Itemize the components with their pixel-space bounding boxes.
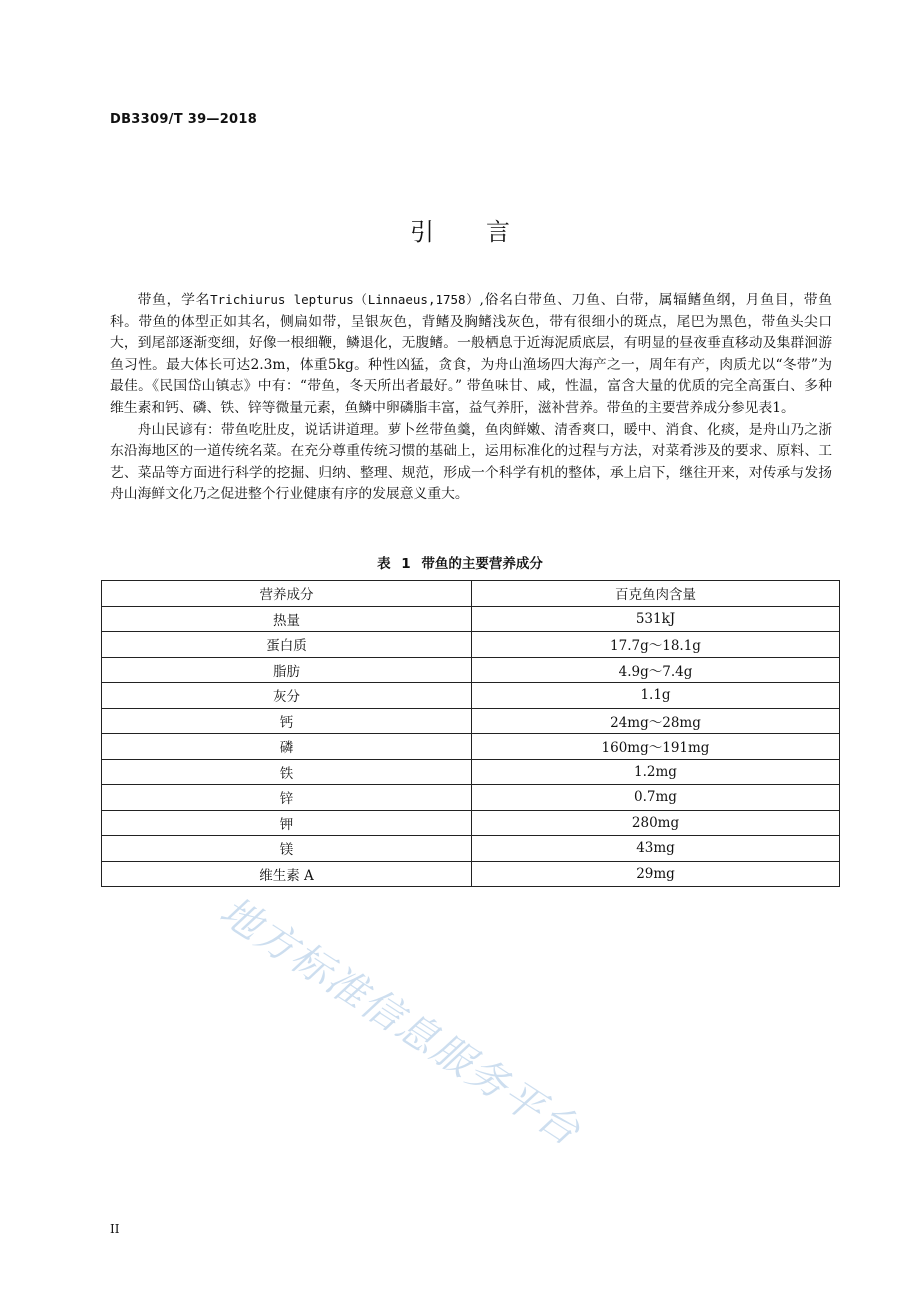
nutrient-value: 1.1g <box>472 683 840 709</box>
nutrient-value: 1.2mg <box>472 759 840 785</box>
table-header-row <box>102 581 840 607</box>
nutrient-name: 锌 <box>102 785 472 811</box>
nutrient-name: 灰分 <box>102 683 472 709</box>
scientific-name: Trichiurus lepturus（Linnaeus,1758） <box>210 292 480 307</box>
nutrient-name: 蛋白质 <box>102 632 472 658</box>
table-row <box>102 785 840 811</box>
nutrient-value: 4.9g～7.4g <box>472 657 840 683</box>
table-row <box>102 861 840 887</box>
nutrient-name: 钾 <box>102 810 472 836</box>
table-row <box>102 836 840 862</box>
nutrient-value: 29mg <box>472 861 840 887</box>
header-nutrient: 营养成分 <box>102 581 472 607</box>
nutrient-name: 磷 <box>102 734 472 760</box>
nutrient-value: 160mg～191mg <box>472 734 840 760</box>
paragraph-1 <box>110 289 832 420</box>
table-row <box>102 734 840 760</box>
nutrient-name: 维生素 A <box>102 861 472 887</box>
header-content: 百克鱼肉含量 <box>472 581 840 607</box>
body-text <box>110 289 832 506</box>
nutrient-name: 脂肪 <box>102 657 472 683</box>
paragraph-1-part-b: ,俗名白带鱼、刀鱼、白带，属辐鳍鱼纲，月鱼目，带鱼科。带鱼的体型正如其名，侧扁如带，呈银灰色，背鳍及胸鳍浅灰色，带有很细小的斑点，尾巴为黑色，带鱼头尖口大，到尾部逐渐变细，好像一根细鞭，鳞退化，无腹鳍。一般栖息于近海泥质底层，有明显的昼夜垂直移动及集群洄游鱼习性。最大体长可达2.3m，体重5kg。种性凶猛，贪食，为舟山渔场四大海产之一，周年有产，肉质尤以“冬带”为最佳。《民国岱山镇志》中有：“带鱼，冬天所出者最好。” 带鱼味甘、咸，性温，富含大量的优质的完全高蛋白、多种维生素和钙、磷、铁、锌等微量元素，鱼鳞中卵磷脂丰富，益气养肝，滋补营养。带鱼的主要营养成分参见表1。 <box>110 292 833 416</box>
nutrient-value: 17.7g～18.1g <box>472 632 840 658</box>
paragraph-2: 舟山民谚有：带鱼吃肚皮，说话讲道理。萝卜丝带鱼羹，鱼肉鲜嫩、清香爽口，暖中、消食、化痰，是舟山乃之浙东沿海地区的一道传统名菜。在充分尊重传统习惯的基础上，运用标准化的过程与方法，对菜肴涉及的要求、原料、工艺、菜品等方面进行科学的挖掘、归纳、整理、规范，形成一个科学有机的整体，承上启下，继往开来，对传承与发扬舟山海鲜文化乃之促进整个行业健康有序的发展意义重大。 <box>110 421 832 503</box>
table-row <box>102 606 840 632</box>
nutrient-value: 280mg <box>472 810 840 836</box>
nutrient-value: 0.7mg <box>472 785 840 811</box>
paragraph-1-part-a: 带鱼，学名 <box>137 292 211 308</box>
table-row <box>102 708 840 734</box>
nutrient-name: 热量 <box>102 606 472 632</box>
table-row <box>102 759 840 785</box>
table-row <box>102 810 840 836</box>
nutrient-value: 531kJ <box>472 606 840 632</box>
nutrient-name: 钙 <box>102 708 472 734</box>
nutrient-value: 43mg <box>472 836 840 862</box>
document-code: DB3309/T 39—2018 <box>110 112 258 127</box>
table-row <box>102 632 840 658</box>
table-row <box>102 657 840 683</box>
page-title: 引言 <box>410 218 562 246</box>
nutrient-name: 铁 <box>102 759 472 785</box>
page-number: II <box>110 1222 120 1236</box>
watermark: 地方标准信息服务平台 <box>211 888 589 1156</box>
nutrient-value: 24mg～28mg <box>472 708 840 734</box>
table-caption: 表 1 带鱼的主要营养成分 <box>377 556 543 572</box>
table-row <box>102 683 840 709</box>
nutrition-table <box>101 580 840 887</box>
nutrient-name: 镁 <box>102 836 472 862</box>
